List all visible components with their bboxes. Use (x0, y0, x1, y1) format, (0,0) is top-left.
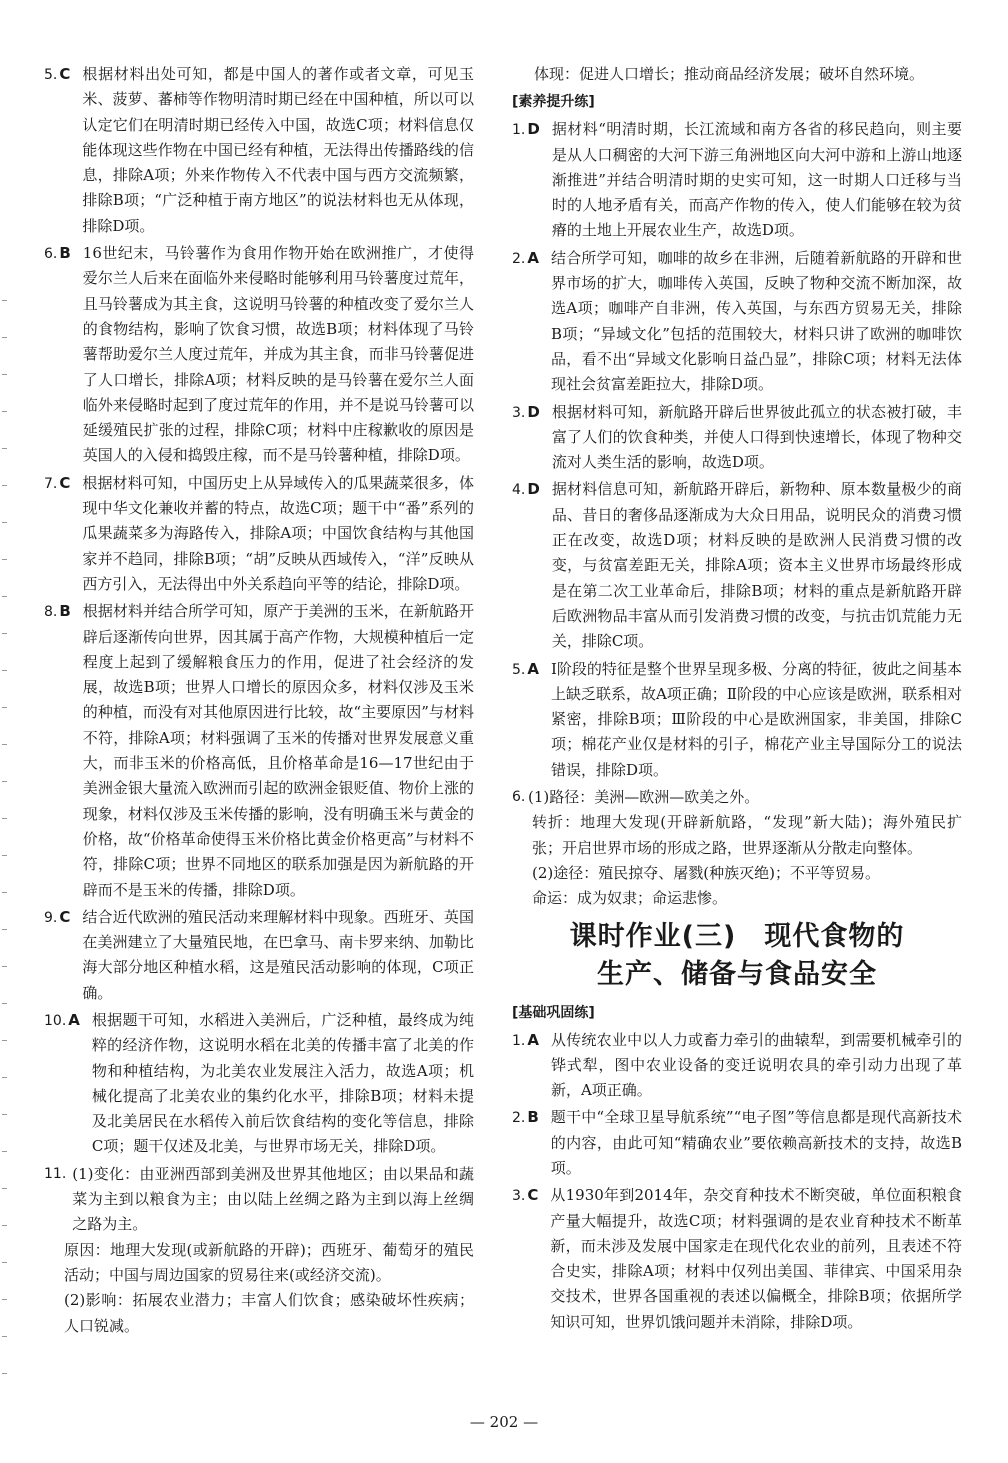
question-number: 3. (512, 1188, 526, 1205)
answer-part: (1)变化：由亚洲西部到美洲及世界其他地区；由以果品和蔬菜为主到以粮食为主；由以陆上丝绸之路为主到以海上丝绸之路为主。 (72, 1164, 474, 1234)
question-number: 5. (512, 661, 526, 678)
edge-tick (2, 1077, 7, 1078)
answer-explanation: 根据材料出处可知，都是中国人的著作或者文章，可见玉米、菠萝、蕃柿等作物明清时期已经在中国种植，所以可以认定它们在明清时期已经传入中国，故选C项；材料信息仅能体现这些作物在中国已经有种植，无法得出传播路线的信息，排除A项；外来作物传入不代表中国与西方交流频繁，排除B项；“广泛种植于南方地区”的说法材料也无从体现，排除D项。 (82, 65, 474, 235)
answer-explanation: Ⅰ阶段的特征是整个世界呈现多极、分离的特征，彼此之间基本上缺乏联系，故A项正确；Ⅱ阶段的中心应该是欧洲，联系相对紧密，排除B项；Ⅲ阶段的中心是欧洲国家，非美国，排除C项；棉花产业仅是材料的引子，棉花产业主导国际分工的说法错误，排除D项。 (550, 659, 962, 779)
answer-letter: B (527, 1108, 539, 1127)
answer-letter: D (527, 402, 540, 421)
question-number: 4. (512, 482, 526, 499)
edge-tick (2, 448, 7, 449)
page-number: — 202 — (469, 1413, 539, 1431)
binding-edge (2, 0, 8, 1463)
edge-tick (2, 966, 7, 967)
answer-part: (2)途径：殖民掠夺、屠戮(种族灭绝)；不平等贸易。 (532, 863, 880, 882)
question-number: 9. (44, 909, 58, 926)
answer-item (44, 905, 474, 1006)
lesson-title (512, 918, 962, 994)
answer-item (512, 1183, 962, 1335)
edge-tick (2, 559, 7, 560)
answer-explanation: 题干中“全球卫星导航系统”“电子图”等信息都是现代高新技术的内容，由此可知“精确农业”要依赖高新技术的支持，故选B项。 (550, 1108, 962, 1177)
answer-item (44, 62, 474, 239)
answer-explanation: 根据材料可知，新航路开辟后世界彼此孤立的状态被打破，丰富了人们的饮食种类，并使人口得到快速增长，体现了物种交流对人类生活的影响，故选D项。 (551, 402, 962, 472)
edge-tick (2, 1262, 7, 1263)
edge-tick (2, 781, 7, 782)
edge-tick (2, 670, 7, 671)
edge-tick (2, 300, 7, 301)
right-continuation-text: 体现：促进人口增长；推动商品经济发展；破坏自然环境。 (534, 65, 925, 83)
question-number: 1. (512, 122, 526, 139)
question-number: 2. (512, 1110, 526, 1127)
answer-letter: C (59, 65, 71, 83)
answer-item (512, 400, 962, 476)
edge-tick (2, 1225, 7, 1226)
edge-tick (2, 522, 7, 523)
answer-explanation: 结合近代欧洲的殖民活动来理解材料中现象。西班牙、英国在美洲建立了大量殖民地，在巴拿马、南卡罗来纳、加勒比海大部分地区种植水稻，这是殖民活动影响的体现，C项正确。 (82, 907, 474, 1002)
answer-explanation: 从传统农业中以人力或畜力牵引的曲辕犁，到需要机械牵引的铧式犁，图中农业设备的变迁说明农具的牵引动力出现了革新，A项正确。 (550, 1030, 962, 1100)
answer-item (512, 1028, 962, 1104)
edge-tick (2, 1373, 7, 1374)
edge-tick (2, 1003, 7, 1004)
edge-tick (2, 1188, 7, 1189)
answer-letter: D (527, 480, 540, 499)
answer-item (512, 1105, 962, 1181)
answer-item (512, 657, 962, 783)
answer-part: 转折：地理大发现(开辟新航路，“发现”新大陆)；海外殖民扩张；开启世界市场的形成之路，世界逐渐从分散走向整体。 (532, 813, 962, 857)
question-number: 7. (44, 475, 58, 492)
answer-explanation: 根据材料并结合所学可知，原产于美洲的玉米，在新航路开辟后逐渐传向世界，因其属于高产作物，大规模种植后一定程度上起到了缓解粮食压力的作用，促进了社会经济的发展，故选B项；世界人口增长的原因众多，材料仅涉及玉米的种植，而没有对其他原因进行比较，故“主要原因”与材料不符，排除A项；材料强调了玉米的传播对世界发展意义重大，而非玉米的价格高低，且价格革命是16—17世纪由于美洲金银大量流入欧洲而引起的欧洲金银贬值、物价上涨的现象，材料仅涉及玉米传播的影响，没有明确玉米与黄金的价格，故“价格革命使得玉米价格比黄金价格更高”与材料不符，排除C项；世界不同地区的联系加强是因为新航路的开辟而不是玉米的传播，排除D项。 (82, 602, 474, 899)
answer-letter: B (59, 602, 71, 621)
question-number: 3. (512, 404, 526, 421)
edge-tick (2, 633, 7, 634)
edge-tick (2, 892, 7, 893)
edge-tick (2, 929, 7, 930)
question-number: 10. (44, 1012, 67, 1029)
section-label-literacy: [素养提升练] (512, 94, 595, 111)
answer-letter: D (527, 120, 540, 139)
answer-explanation: 16世纪末，马铃薯作为食用作物开始在欧洲推广，才使得爱尔兰人后来在面临外来侵略时能够利用马铃薯度过荒年，且马铃薯成为其主食，这说明马铃薯的种植改变了爱尔兰人的食物结构，影响了饮食习惯，故选B项；材料体现了马铃薯帮助爱尔兰人度过荒年，并成为其主食，而非马铃薯促进了人口增长，排除A项；材料反映的是马铃薯在爱尔兰人面临外来侵略时起到了度过荒年的作用，并不是说马铃薯可以延缓殖民扩张的过程，排除C项；材料中庄稼歉收的原因是英国人的入侵和捣毁庄稼，而不是马铃薯种植，排除D项。 (82, 244, 474, 465)
right-column (512, 62, 962, 1337)
answer-item (512, 477, 962, 654)
edge-tick (2, 485, 7, 486)
edge-tick (2, 596, 7, 597)
answer-explanation: 根据材料可知，中国历史上从异域传入的瓜果蔬菜很多，体现中华文化兼收并蓄的特点，故选C项；题干中“番”系列的瓜果蔬菜多为海路传入，排除A项；中国饮食结构与其他国家并不趋同，排除B项；“胡”反映从西域传入，“洋”反映从西方引入，无法得出中外关系趋向平等的结论，排除D项。 (82, 473, 474, 593)
section-label-foundation: [基础巩固练] (512, 1004, 595, 1021)
lesson-title-line-1: 课时作业(三) 现代食物的 (569, 920, 905, 952)
answer-explanation: 据材料“明清时期，长江流域和南方各省的移民趋向，则主要是从人口稠密的大河下游三角洲地区向大河中游和上游山地逐渐推进”并结合明清时期的史实可知，这一时期人口迁移与当时的人地矛盾有关，而高产作物的传入，使人们能够在较为贫瘠的土地上开展农业生产，故选D项。 (551, 120, 962, 240)
answer-letter: A (527, 1030, 539, 1049)
left-column (44, 62, 474, 1341)
edge-tick (2, 707, 7, 708)
answer-part: 原因：地理大发现(或新航路的开辟)；西班牙、葡萄牙的殖民活动；中国与周边国家的贸易往来(或经济交流)。 (64, 1240, 474, 1284)
answer-letter: C (59, 907, 71, 926)
answer-part: 命运：成为奴隶；命运悲惨。 (532, 889, 728, 908)
answer-item (512, 117, 962, 243)
answer-explanation: 结合所学可知，咖啡的故乡在非洲，后随着新航路的开辟和世界市场的扩大，咖啡传入英国，反映了物种交流不断加深，故选A项；咖啡产自非洲，传入英国，与东西方贸易无关，排除B项；“异域文化”包括的范围较大，材料只讲了欧洲的咖啡饮品，看不出“异域文化影响日益凸显”，排除C项；材料无法体现社会贫富差距拉大，排除D项。 (550, 248, 962, 394)
question-number: 5. (44, 67, 58, 83)
edge-tick (2, 1151, 7, 1152)
answer-explanation: 根据题干可知，水稻进入美洲后，广泛种植，最终成为纯粹的经济作物，这说明水稻在北美的传播丰富了北美的作物和种植结构，为北美农业发展注入活力，故选A项；机械化提高了北美农业的集约化水平，排除B项；材料未提及北美居民在水稻传入前后饮食结构的变化等信息，排除C项；题干仅述及北美，与世界市场无关，排除D项。 (91, 1010, 474, 1156)
edge-tick (2, 1336, 7, 1337)
lesson-title-line-2: 生产、储备与食品安全 (597, 958, 877, 990)
edge-tick (2, 818, 7, 819)
answer-item (44, 241, 474, 469)
question-number: 2. (512, 250, 526, 267)
question-number: 6. (44, 246, 58, 263)
literacy-answers (512, 117, 962, 783)
answer-letter: A (527, 659, 539, 678)
question-number: 1. (512, 1032, 526, 1049)
answer-item (512, 246, 962, 398)
edge-tick (2, 1114, 7, 1115)
answer-explanation: 据材料信息可知，新航路开辟后，新物种、原本数量极少的商品、昔日的奢侈品逐渐成为大众日用品，说明民众的消费习惯正在改变，故选D项；材料反映的是欧洲人民消费习惯的改变，与贫富差距无关，排除A项；资本主义世界市场最终形成是在第二次工业革命后，排除B项；材料的重点是新航路开辟后欧洲物品丰富从而引发消费习惯的改变，与抗击饥荒能力无关，排除C项。 (551, 480, 962, 651)
edge-tick (2, 1040, 7, 1041)
answer-item (44, 599, 474, 903)
answer-item (44, 1008, 474, 1160)
edge-tick (2, 374, 7, 375)
edge-tick (2, 1299, 7, 1300)
edge-tick (2, 855, 7, 856)
edge-tick (2, 744, 7, 745)
answer-letter: B (59, 244, 71, 263)
answer-item-q6 (512, 785, 962, 911)
answer-part: (2)影响：拓展农业潜力；丰富人们饮食；感染破坏性疾病；人口锐减。 (64, 1291, 474, 1335)
answer-letter: C (59, 473, 71, 492)
answer-item-q11 (44, 1162, 474, 1339)
answer-letter: A (527, 248, 539, 267)
question-number: 11. (44, 1165, 67, 1182)
answer-part: (1)路径：美洲—欧洲—欧美之外。 (528, 788, 760, 807)
answer-letter: A (68, 1010, 80, 1029)
question-number: 8. (44, 604, 58, 621)
answer-explanation: 从1930年到2014年，杂交育种技术不断突破，单位面积粮食产量大幅提升，故选C项；材料强调的是农业育种技术不断革新，而未涉及发展中国家走在现代化农业的前列，且表述不符合史实，排除A项；材料中仅列出美国、菲律宾、中国采用杂交技术，世界各国重视的表述以偏概全，排除B项；依据所学知识可知，世界饥饿问题并未消除，排除D项。 (550, 1186, 962, 1331)
question-number: 6. (512, 789, 526, 806)
edge-tick (2, 411, 7, 412)
edge-tick (2, 337, 7, 338)
foundation-answers (512, 1028, 962, 1336)
answer-item (44, 471, 474, 597)
answer-letter: C (527, 1186, 539, 1205)
